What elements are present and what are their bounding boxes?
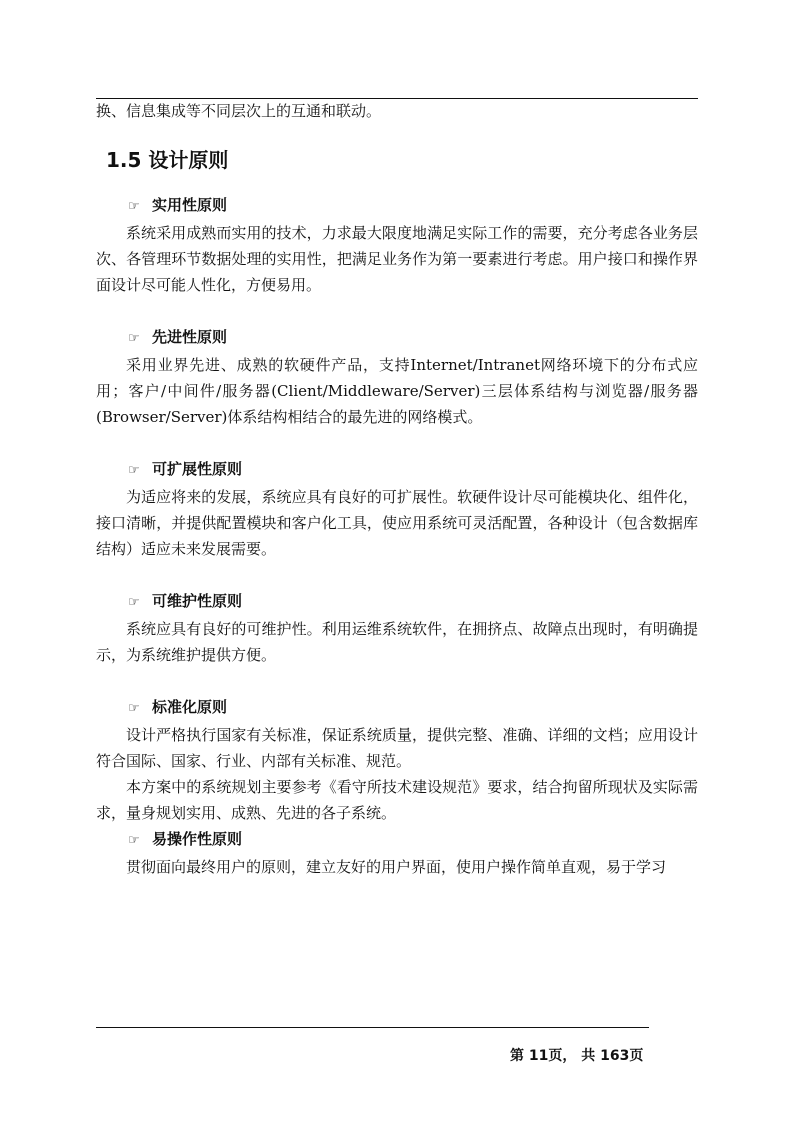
principle-paragraph: 本方案中的系统规划主要参考《看守所技术建设规范》要求，结合拘留所现状及实际需求，量身规划实用、成熟、先进的各子系统。 bbox=[96, 778, 698, 822]
principle-title: 标准化原则 bbox=[152, 698, 228, 716]
principle-paragraph: 系统应具有良好的可维护性。利用运维系统软件，在拥挤点、故障点出现时，有明确提示，为系统维护提供方便。 bbox=[96, 620, 698, 664]
pointing-hand-icon: ☞ bbox=[128, 199, 140, 214]
principle-heading-advanced bbox=[96, 324, 698, 352]
section-heading bbox=[106, 146, 698, 174]
principle-heading-usability bbox=[96, 826, 698, 854]
principle-title: 先进性原则 bbox=[152, 328, 228, 346]
pointing-hand-icon: ☞ bbox=[128, 701, 140, 716]
principle-paragraph: 贯彻面向最终用户的原则，建立友好的用户界面，使用户操作简单直观，易于学习 bbox=[126, 858, 667, 876]
pointing-hand-icon: ☞ bbox=[128, 833, 140, 848]
principle-heading-extensible bbox=[96, 456, 698, 484]
section-number: 1.5 bbox=[106, 148, 142, 172]
principle-paragraph: 系统采用成熟而实用的技术，力求最大限度地满足实际工作的需要，充分考虑各业务层次、各管理环节数据处理的实用性，把满足业务作为第一要素进行考虑。用户接口和操作界面设计尽可能人性化，方便易用。 bbox=[96, 224, 698, 294]
principle-heading-standard bbox=[96, 694, 698, 722]
principle-heading-maintainable bbox=[96, 588, 698, 616]
principle-title: 可扩展性原则 bbox=[152, 460, 243, 478]
pointing-hand-icon: ☞ bbox=[128, 331, 140, 346]
principle-title: 实用性原则 bbox=[152, 196, 228, 214]
principle-paragraph: 为适应将来的发展，系统应具有良好的可扩展性。软硬件设计尽可能模块化、组件化，接口清晰，并提供配置模块和客户化工具，使应用系统可灵活配置，各种设计（包含数据库结构）适应未来发展需要。 bbox=[96, 488, 698, 558]
page-number: 第 11页， 共 163页 bbox=[510, 1048, 644, 1064]
footer-rule bbox=[96, 1027, 649, 1028]
pointing-hand-icon: ☞ bbox=[128, 595, 140, 610]
principle-title: 易操作性原则 bbox=[152, 830, 243, 848]
section-title: 设计原则 bbox=[148, 148, 229, 172]
principle-paragraph: 采用业界先进、成熟的软硬件产品，支持Internet/Intranet网络环境下的分布式应用；客户/中间件/服务器(Client/Middleware/Server)三层体系结构与浏览器/服务器(Browser/Server)体系结构相结合的最先进的网络模式。 bbox=[96, 356, 698, 426]
document-body bbox=[96, 96, 698, 880]
principle-paragraph: 设计严格执行国家有关标准，保证系统质量，提供完整、准确、详细的文档；应用设计符合国际、国家、行业、内部有关标准、规范。 bbox=[96, 726, 698, 770]
continuation-paragraph: 换、信息集成等不同层次上的互通和联动。 bbox=[96, 102, 382, 120]
principle-title: 可维护性原则 bbox=[152, 592, 243, 610]
principle-heading-practical bbox=[96, 192, 698, 220]
pointing-hand-icon: ☞ bbox=[128, 463, 140, 478]
